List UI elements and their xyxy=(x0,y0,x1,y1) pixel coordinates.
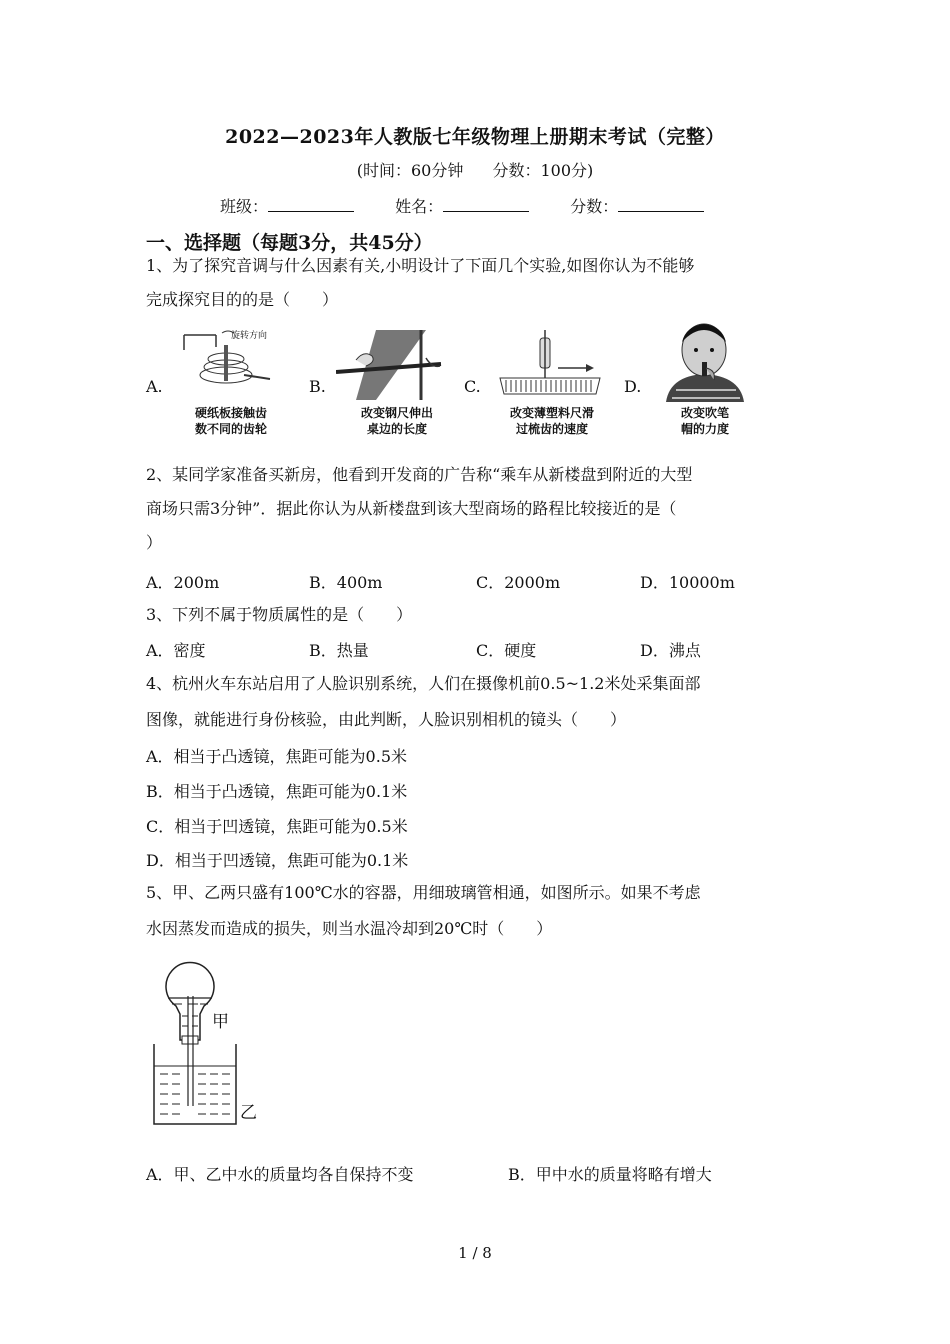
exam-total-score: 分数：100分) xyxy=(492,161,594,180)
question-2-line-2: 商场只需3分钟”．据此你认为从新楼盘到该大型商场的路程比较接近的是（ xyxy=(146,499,677,518)
q2-option-d[interactable]: D．10000m xyxy=(640,573,735,592)
question-4-line-1: 4、杭州火车东站启用了人脸识别系统，人们在摄像机前0.5~1.2米处采集面部 xyxy=(146,674,701,693)
q2-option-c[interactable]: C．2000m xyxy=(476,573,561,592)
question-4-line-2: 图像，就能进行身份核验，由此判断，人脸识别相机的镜头（ ） xyxy=(146,710,627,729)
exam-meta xyxy=(0,158,950,181)
q3-option-d[interactable]: D．沸点 xyxy=(640,641,701,660)
name-blank[interactable] xyxy=(443,197,529,212)
q1-option-a-caption: 硬纸板接触齿 数不同的齿轮 xyxy=(194,406,267,436)
q4-option-d[interactable]: D．相当于凹透镜，焦距可能为0.1米 xyxy=(146,851,409,870)
q2-option-b[interactable]: B．400m xyxy=(309,573,383,592)
question-1-line-2: 完成探究目的的是（ ） xyxy=(146,290,339,309)
page-number: 1 / 8 xyxy=(458,1244,492,1262)
q1-option-c-letter: C. xyxy=(464,377,481,396)
question-1-line-1: 1、为了探究音调与什么因素有关,小明设计了下面几个实验,如图你认为不能够 xyxy=(146,256,695,275)
question-5-line-1: 5、甲、乙两只盛有100℃水的容器，用细玻璃管相通，如图所示。如果不考虑 xyxy=(146,883,701,902)
question-2-line-1: 2、某同学家准备买新房，他看到开发商的广告称“乘车从新楼盘到附近的大型 xyxy=(146,465,693,484)
class-field[interactable]: 班级： xyxy=(220,194,354,217)
q3-option-a[interactable]: A．密度 xyxy=(146,641,206,660)
q1-option-d-letter: D. xyxy=(624,377,642,396)
q5-option-b[interactable]: B．甲中水的质量将略有增大 xyxy=(508,1165,712,1184)
q1-option-b-caption: 改变钢尺伸出 桌边的长度 xyxy=(360,406,433,436)
q4-option-c[interactable]: C．相当于凹透镜，焦距可能为0.5米 xyxy=(146,817,408,836)
section-title: 一、选择题（每题3分，共45分） xyxy=(146,232,433,254)
container-yi-label: 乙 xyxy=(240,1103,257,1123)
question-5-line-2: 水因蒸发而造成的损失，则当水温冷却到20℃时（ ） xyxy=(146,919,553,938)
page-title: 2022—2023年人教版七年级物理上册期末考试（完整） xyxy=(225,126,725,148)
q2-option-a[interactable]: A．200m xyxy=(146,573,220,592)
q1-option-b-letter: B. xyxy=(309,377,326,396)
exam-time: (时间：60分钟 xyxy=(356,161,464,180)
q1-option-a-letter: A. xyxy=(146,377,163,396)
comb-ruler-icon xyxy=(498,330,602,400)
q1-option-d-caption: 改变吹笔 帽的力度 xyxy=(680,406,729,436)
score-blank[interactable] xyxy=(618,197,704,212)
class-blank[interactable] xyxy=(268,197,354,212)
name-field[interactable]: 姓名： xyxy=(395,194,529,217)
boy-blowing-pen-cap-icon xyxy=(656,320,754,402)
q1-option-c-caption: 改变薄塑料尺滑 过梳齿的速度 xyxy=(509,406,594,436)
q4-option-b[interactable]: B．相当于凸透镜，焦距可能为0.1米 xyxy=(146,782,408,801)
q4-option-a[interactable]: A．相当于凸透镜，焦距可能为0.5米 xyxy=(146,747,408,766)
q5-option-a[interactable]: A．甲、乙中水的质量均各自保持不变 xyxy=(146,1165,414,1184)
rotation-direction-label: 旋转方向 xyxy=(231,331,268,341)
container-jia-label: 甲 xyxy=(212,1012,229,1032)
steel-ruler-table-icon xyxy=(336,330,446,402)
student-info-line xyxy=(220,194,740,217)
score-field[interactable]: 分数： xyxy=(570,194,704,217)
q3-option-b[interactable]: B．热量 xyxy=(309,641,369,660)
q3-option-c[interactable]: C．硬度 xyxy=(476,641,537,660)
question-3-line-1: 3、下列不属于物质属性的是（ ） xyxy=(146,605,413,624)
question-2-line-3: ） xyxy=(146,533,163,552)
